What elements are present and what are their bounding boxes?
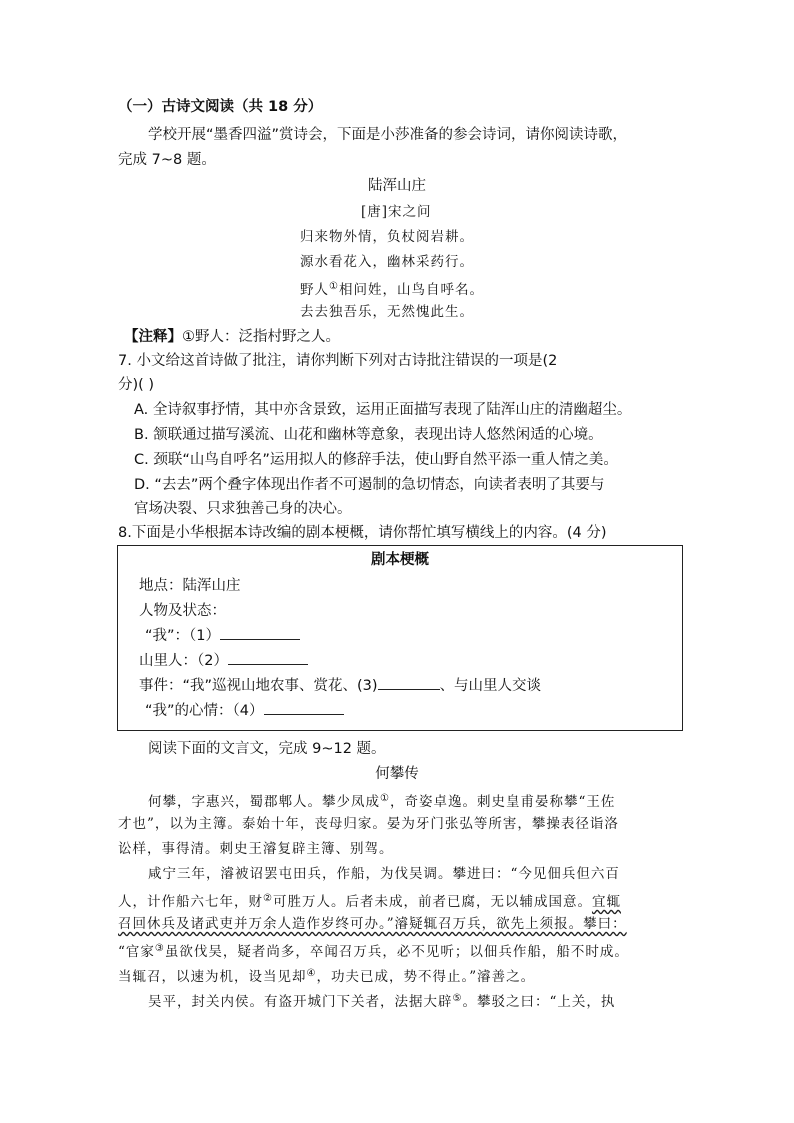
villager-label: 山里人：（2） <box>139 653 228 669</box>
poem-line-3-end: 相问姓，山鸟自呼名。 <box>338 282 484 298</box>
reading-intro: 阅读下面的文言文，完成 9~12 题。 <box>148 741 386 757</box>
footnote-marker: ② <box>263 893 273 904</box>
q7-option-c: C. 颈联“山鸟自呼名”运用拟人的修辞手法，使山野自然平添一重人情之美。 <box>134 452 618 468</box>
q8-stem: 8.下面是小华根据本诗改编的剧本梗概，请你帮忙填写横线上的内容。(4 分) <box>118 525 607 541</box>
box-people-label: 人物及状态： <box>139 603 226 619</box>
footnote-marker: ① <box>329 281 339 292</box>
footnote-marker: ③ <box>154 943 165 954</box>
box-me-line <box>145 625 300 647</box>
reading-p1-line2: 才也”，以为主簿。泰始十年，丧母归家。晏为牙门张弘等所害，攀操表径诣洛 <box>118 816 619 832</box>
poem-title: 陆浑山庄 <box>368 178 426 194</box>
poem-line-4: 去去独吾乐，无然愧此生。 <box>300 304 474 320</box>
reading-p3-line1 <box>148 988 615 1013</box>
q7-option-d-cont: 官场决裂、只求独善己身的决心。 <box>134 501 352 517</box>
text-run: 。攀驳之曰：“上关，执 <box>462 994 616 1010</box>
q7-option-a: A. 全诗叙事抒情，其中亦含景致，运用正面描写表现了陆浑山庄的清幽超尘。 <box>134 402 632 418</box>
text-run: 可胜万人。后者未成，前者已腐，无以辅成国意。 <box>272 894 592 910</box>
script-outline-box <box>117 545 683 731</box>
mood-label: “我”的心情：（4） <box>145 703 264 719</box>
event-prefix: 事件：“我”巡视山地农事、赏花、(3) <box>139 678 378 694</box>
poem-line-2: 源水看花入，幽林采药行。 <box>300 254 474 270</box>
poem-line-1: 归来物外情，负杖阅岩耕。 <box>300 229 474 245</box>
text-run: 虽欲伐吴，疑者尚多，卒闻召万兵，必不见听；以佃兵作船，船不时成。 <box>164 944 629 960</box>
reading-p1-line3: 讼样，事得清。刺史王濬复辟主簿、别驾。 <box>118 841 394 857</box>
poem-author: [唐]宋之问 <box>361 204 432 220</box>
text-run: 当辄召，以速为机，设当见却 <box>118 969 307 985</box>
text-run: ，功夫已成，势不得止。”濬善之。 <box>316 969 536 985</box>
blank-4[interactable] <box>264 700 344 715</box>
text-run: ，奇姿卓逸。刺史皇甫晏称攀“王佐 <box>389 794 616 810</box>
box-event-line <box>139 675 541 697</box>
box-mood-line <box>145 700 344 722</box>
reading-p2-line3 <box>118 913 627 935</box>
q7-option-d: D. “去去”两个叠字体现出作者不可遏制的急切情态，向读者表明了其要与 <box>134 477 605 493</box>
box-title: 剧本梗概 <box>371 552 429 568</box>
note-label: 【注释】 <box>124 329 182 345</box>
q7-stem: 7. 小文给这首诗做了批注，请你判断下列对古诗批注错误的一项是(2 <box>118 353 558 369</box>
me-label: “我”：（1） <box>145 628 220 644</box>
reading-title: 何攀传 <box>375 766 419 782</box>
text-run: “官家 <box>118 944 155 960</box>
section-intro-cont: 完成 7~8 题。 <box>118 152 216 168</box>
blank-2[interactable] <box>228 650 308 665</box>
footnote-marker: ⑤ <box>452 993 463 1004</box>
reading-p1-line1 <box>148 788 615 813</box>
poem-note <box>124 326 340 348</box>
note-text: ①野人：泛指村野之人。 <box>182 329 340 345</box>
blank-1[interactable] <box>220 625 300 640</box>
wavy-underlined-text: 宜辄 <box>591 894 621 910</box>
footnote-marker: ④ <box>306 968 317 979</box>
reading-p2-line2 <box>118 888 621 913</box>
poem-line-3-start: 野人 <box>300 282 329 298</box>
text-run: 人，计作船六七年，财 <box>118 894 263 910</box>
box-villager-line <box>139 650 308 672</box>
reading-p2-line4 <box>118 938 629 963</box>
reading-p2-line5 <box>118 963 535 988</box>
blank-3[interactable] <box>378 675 440 690</box>
event-suffix: 、与山里人交谈 <box>439 678 542 694</box>
box-place: 地点：陆浑山庄 <box>139 578 241 594</box>
section-intro: 学校开展“墨香四溢”赏诗会，下面是小莎准备的参会诗词，请你阅读诗歌， <box>148 127 628 143</box>
section-heading: （一）古诗文阅读（共 18 分） <box>118 99 323 115</box>
wavy-underlined-text: 召回休兵及诸武吏并万余人造作岁终可办。”濬疑辄召万兵，欲先上须报。攀曰： <box>118 916 627 932</box>
reading-p2-line1: 咸宁三年，濬被诏罢屯田兵，作船，为伐吴调。攀进曰：“今见佃兵但六百 <box>148 866 620 882</box>
text-run: 吴平，封关内侯。有盗开城门下关者，法据大辟 <box>148 994 453 1010</box>
q7-stem-cont: 分)( ) <box>118 377 155 393</box>
text-run: 何攀，字惠兴，蜀郡郫人。攀少凤成 <box>148 794 380 810</box>
footnote-marker: ① <box>380 793 390 804</box>
q7-option-b: B. 颔联通过描写溪流、山花和幽林等意象，表现出诗人悠然闲适的心境。 <box>134 427 603 443</box>
poem-line-3 <box>300 276 484 301</box>
